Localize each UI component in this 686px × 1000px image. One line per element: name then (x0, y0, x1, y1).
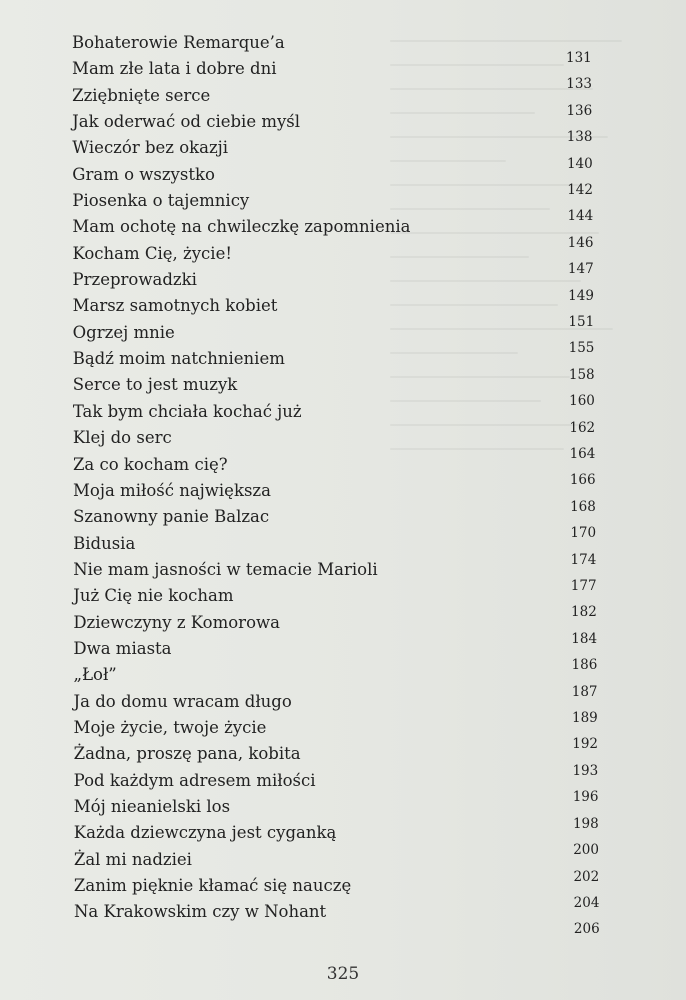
toc-entry-page: 166 (569, 472, 596, 489)
toc-entry-page: 170 (570, 525, 597, 542)
page-number: 325 (326, 964, 360, 984)
toc-entry-page: 186 (571, 657, 598, 674)
toc-entry (72, 164, 612, 199)
toc-entry-page: 182 (571, 604, 597, 621)
toc-entry (72, 33, 612, 66)
toc-entry-page: 133 (566, 76, 593, 93)
toc-entry-page: 155 (568, 340, 595, 357)
toc-entry-title: Zziębnięte serce (72, 85, 211, 105)
toc-entry-page: 168 (570, 498, 596, 515)
toc-entry-page: 142 (567, 182, 593, 199)
toc-entry (72, 375, 612, 410)
toc-entry-title: Serce to jest muzyk (72, 375, 238, 395)
toc-entry (72, 876, 612, 911)
table-of-contents (72, 33, 612, 938)
toc-entry-title: Ogrzej mnie (72, 322, 175, 342)
toc-entry (72, 85, 612, 119)
toc-entry-title: Przeprowadzki (72, 270, 197, 290)
toc-entry-page: 196 (572, 789, 599, 806)
toc-entry (72, 112, 612, 146)
toc-entry-title: Bohaterowie Remarque’a (72, 33, 285, 52)
toc-entry-title: Za co kocham cię? (72, 454, 228, 474)
toc-entry (72, 59, 612, 93)
toc-entry-title: Mam złe lata i dobre dni (72, 59, 277, 79)
toc-entry (72, 296, 612, 331)
toc-entry-title: Żadna, proszę pana, kobita (73, 744, 301, 764)
toc-entry (72, 428, 612, 463)
toc-entry (72, 243, 612, 278)
toc-entry-page: 131 (566, 50, 592, 66)
toc-entry-page: 151 (568, 314, 595, 331)
toc-entry-title: Już Cię nie kocham (73, 586, 234, 606)
toc-entry-title: Mam ochotę na chwileczkę zapomnienia (72, 217, 411, 237)
toc-entry-title: Zanim pięknie kłamać się nauczę (73, 876, 352, 895)
toc-entry-page: 204 (573, 894, 600, 911)
toc-entry-title: Moje życie, twoje życie (73, 717, 267, 737)
toc-entry-title: Tak bym chciała kochać już (72, 401, 302, 421)
toc-entry-title: Dwa miasta (73, 638, 172, 658)
toc-entry-page: 184 (571, 630, 598, 647)
toc-entry-title: „Łoł” (73, 665, 117, 685)
toc-entry-page: 189 (572, 710, 598, 727)
toc-entry (72, 744, 612, 779)
toc-entry-title: Piosenka o tajemnicy (72, 191, 250, 211)
toc-entry (72, 349, 612, 383)
toc-entry-page: 144 (567, 208, 594, 225)
toc-entry-title: Żal mi nadziei (73, 849, 192, 869)
toc-entry-title: Bidusia (73, 533, 136, 553)
toc-entry-title: Klej do serc (72, 428, 172, 448)
toc-entry (72, 586, 612, 621)
toc-entry-title: Dziewczyny z Komorowa (73, 612, 280, 632)
toc-entry (72, 902, 612, 938)
toc-entry-title: Gram o wszystko (72, 164, 215, 184)
toc-entry-page: 147 (567, 261, 594, 278)
toc-entry (72, 665, 612, 700)
toc-entry (72, 849, 612, 885)
toc-entry-title: Szanowny panie Balzac (73, 507, 270, 527)
toc-entry-page: 149 (568, 287, 594, 304)
toc-entry (72, 507, 612, 542)
toc-entry-title: Mój nieanielski los (73, 796, 231, 816)
toc-entry-page: 177 (570, 578, 597, 595)
toc-entry-title: Wieczór bez okazji (72, 138, 229, 158)
toc-entry (72, 796, 612, 832)
toc-entry-title: Pod każdym adresem miłości (73, 770, 316, 790)
toc-entry-page: 136 (566, 102, 593, 119)
toc-entry (72, 191, 612, 225)
toc-entry-title: Ja do domu wracam długo (73, 691, 292, 711)
toc-entry (72, 138, 612, 172)
toc-entry-page: 146 (567, 234, 594, 251)
toc-entry-title: Jak oderwać od ciebie myśl (72, 112, 301, 132)
toc-entry-title: Bądź moim natchnieniem (72, 349, 285, 369)
toc-entry (72, 717, 612, 753)
toc-entry-page: 198 (572, 815, 599, 832)
toc-entry-page: 162 (569, 419, 596, 436)
toc-entry-title: Kocham Cię, życie! (72, 243, 232, 263)
toc-entry-page: 164 (569, 446, 596, 463)
toc-entry-page: 138 (566, 129, 593, 146)
toc-entry-page: 192 (572, 736, 599, 753)
toc-entry (72, 270, 612, 304)
toc-entry-title: Każda dziewczyna jest cyganką (73, 823, 337, 843)
toc-entry-page: 193 (572, 762, 599, 779)
toc-entry-page: 200 (573, 842, 599, 859)
toc-entry-page: 160 (569, 393, 595, 410)
toc-entry-page: 206 (573, 921, 600, 938)
toc-entry-page: 140 (566, 155, 593, 172)
toc-entry-page: 202 (573, 868, 600, 885)
toc-entry-title: Na Krakowskim czy w Nohant (73, 902, 327, 922)
toc-entry-page: 174 (570, 551, 597, 568)
toc-entry (72, 217, 612, 251)
toc-entry-title: Nie mam jasności w temacie Marioli (73, 559, 378, 579)
toc-entry-title: Marsz samotnych kobiet (72, 296, 278, 316)
toc-entry-page: 158 (568, 366, 595, 383)
toc-entry-page: 187 (571, 683, 598, 700)
toc-entry-title: Moja miłość największa (73, 480, 271, 500)
